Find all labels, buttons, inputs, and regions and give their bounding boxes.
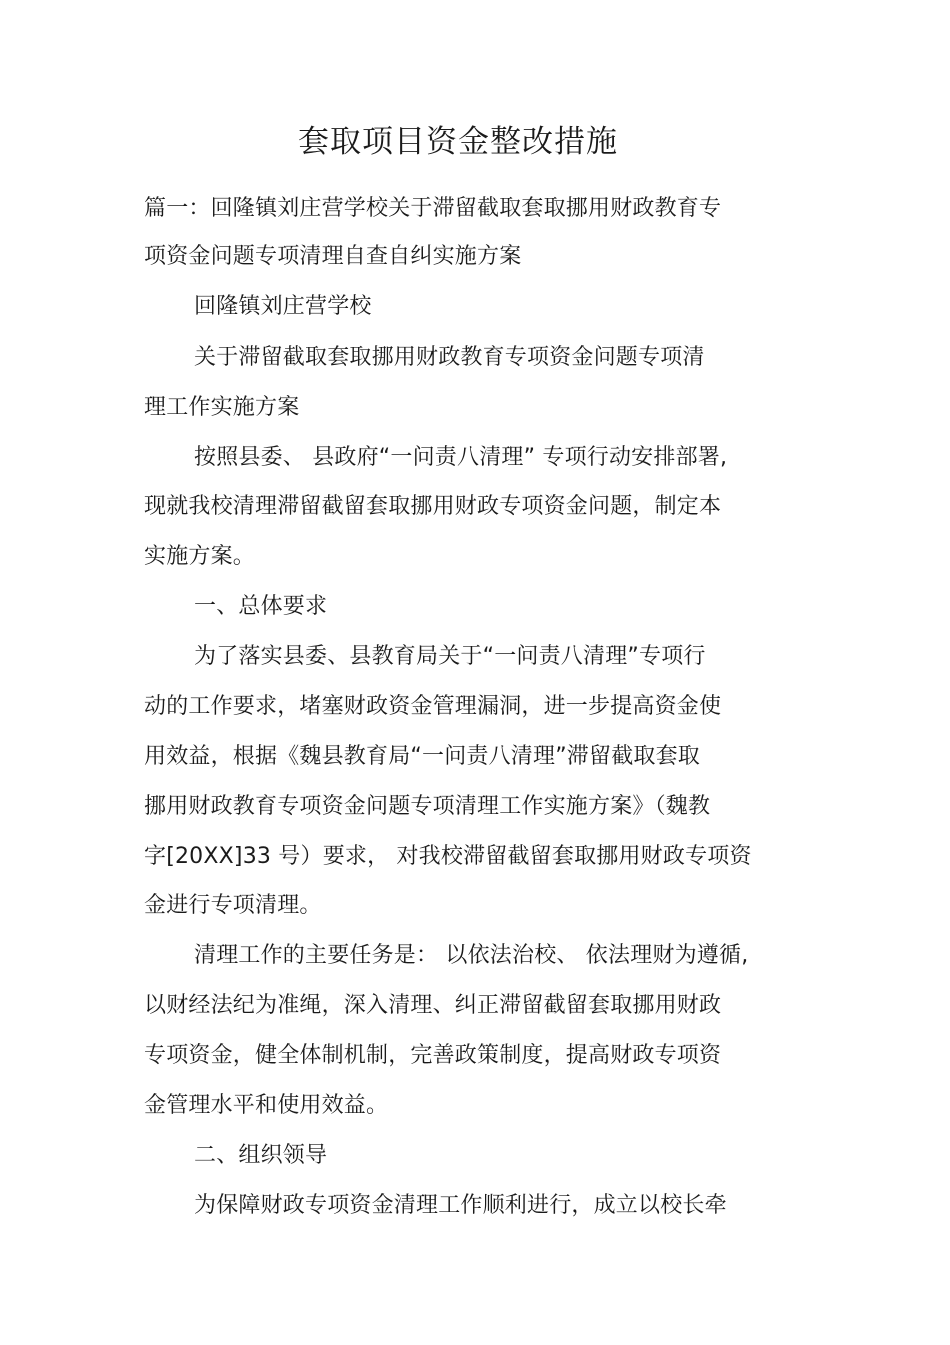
text-line: 金进行专项清理。 — [144, 893, 322, 918]
text-line: 用效益，根据《魏县教育局“一问责八清理”滞留截取套取 — [144, 744, 700, 769]
text-line: 关于滞留截取套取挪用财政教育专项资金问题专项清 — [194, 345, 705, 370]
text-line: 项资金问题专项清理自查自纠实施方案 — [144, 244, 522, 269]
text-line: 清理工作的主要任务是： 以依法治校、 依法理财为遵循, — [194, 943, 749, 968]
text-line: 字[20XX]33 号）要求， 对我校滞留截留套取挪用财政专项资 — [144, 844, 752, 869]
text-line: 为了落实县委、县教育局关于“一问责八清理”专项行 — [194, 644, 706, 669]
text-line: 现就我校清理滞留截留套取挪用财政专项资金问题，制定本 — [144, 494, 722, 519]
document-title: 套取项目资金整改措施 — [298, 124, 618, 160]
text-line: 回隆镇刘庄营学校 — [194, 294, 372, 319]
text-line: 动的工作要求，堵塞财政资金管理漏洞，进一步提高资金使 — [144, 694, 722, 719]
text-line: 金管理水平和使用效益。 — [144, 1093, 389, 1118]
text-line: 按照县委、 县政府“一问责八清理” 专项行动安排部署, — [194, 445, 728, 470]
text-line: 为保障财政专项资金清理工作顺利进行，成立以校长牵 — [194, 1193, 727, 1218]
text-line: 以财经法纪为准绳，深入清理、纠正滞留截留套取挪用财政 — [144, 993, 722, 1018]
section-heading: 一、总体要求 — [194, 594, 328, 619]
text-line: 理工作实施方案 — [144, 395, 300, 420]
section-heading: 二、组织领导 — [194, 1143, 328, 1168]
text-line: 专项资金，健全体制机制，完善政策制度，提高财政专项资 — [144, 1043, 722, 1068]
text-line: 实施方案。 — [144, 544, 256, 569]
text-line: 篇一：回隆镇刘庄营学校关于滞留截取套取挪用财政教育专 — [144, 196, 722, 221]
text-line: 挪用财政教育专项资金问题专项清理工作实施方案》（魏教 — [144, 794, 711, 819]
